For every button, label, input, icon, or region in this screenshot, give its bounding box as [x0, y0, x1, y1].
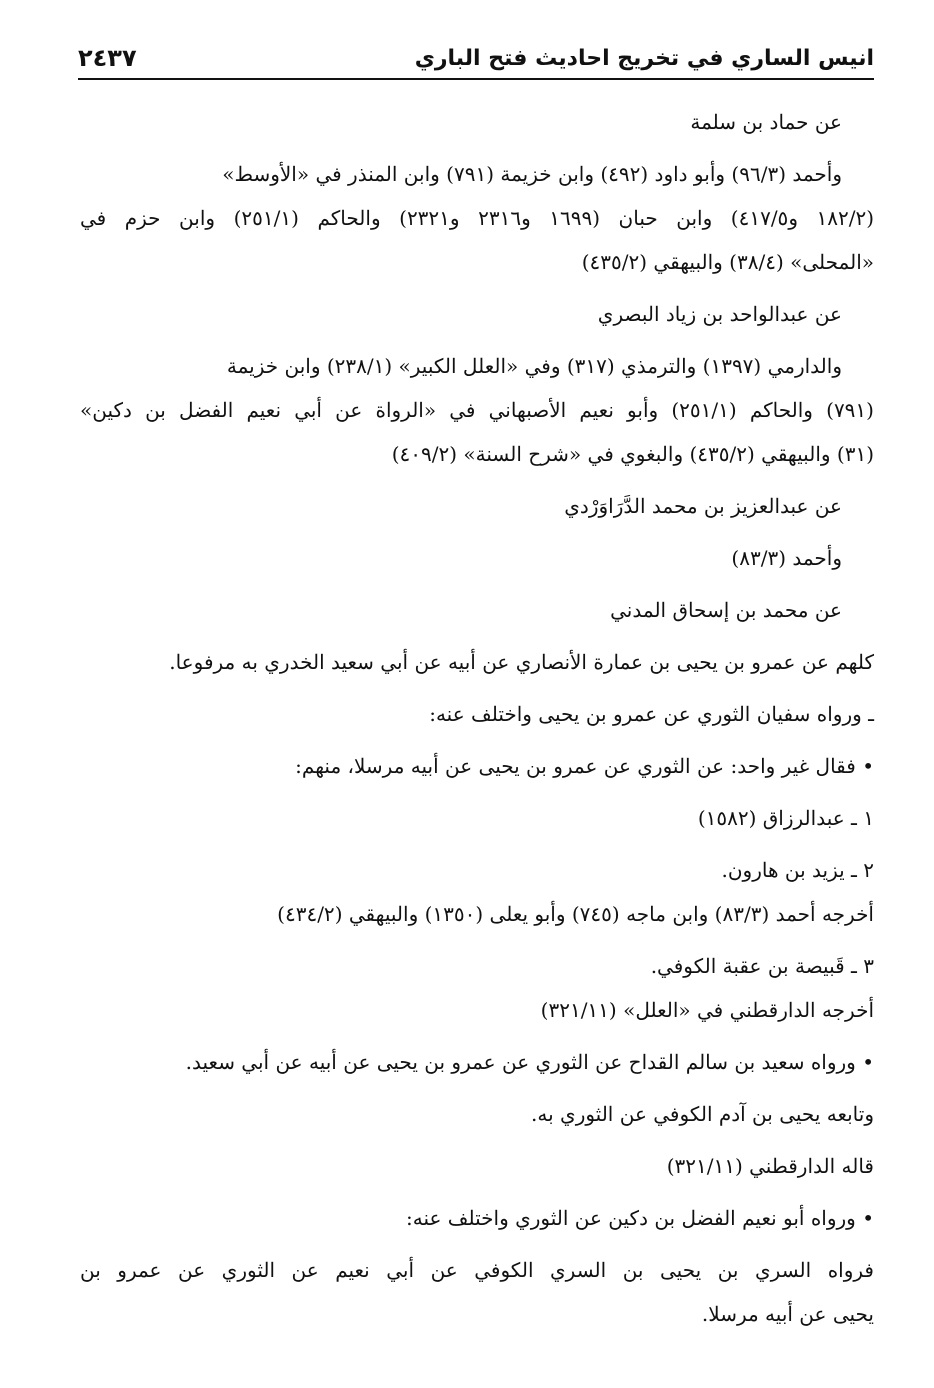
- text-line: • ورواه سعيد بن سالم القداح عن الثوري عن عمرو بن يحيى عن أبيه عن أبي سعيد.: [185, 1050, 874, 1074]
- text-line: وتابعه يحيى بن آدم الكوفي عن الثوري به.: [531, 1102, 874, 1126]
- text-line: عن حماد بن سلمة: [690, 110, 842, 134]
- text-line: وأحمد (٨٣/٣): [731, 546, 842, 570]
- running-title: انيس الساري في تخريج احاديث فتح الباري: [414, 45, 874, 71]
- page-body: [80, 100, 874, 1336]
- page-header: [78, 38, 874, 80]
- text-line: أخرجه الدارقطني في «العلل» (٣٢١/١١): [540, 998, 874, 1022]
- text-line: كلهم عن عمرو بن يحيى بن عمارة الأنصاري عن أبيه عن أبي سعيد الخدري به مرفوعا.: [169, 650, 874, 674]
- text-line: (٧٩١) والحاكم (٢٥١/١) وأبو نعيم الأصبهاني في «الرواة عن أبي نعيم الفضل بن دكين»: [80, 398, 874, 422]
- page-number: ٢٤٣٧: [78, 44, 137, 72]
- text-line: أخرجه أحمد (٨٣/٣) وابن ماجه (٧٤٥) وأبو يعلى (١٣٥٠) والبيهقي (٤٣٤/٢): [277, 902, 874, 926]
- text-line: • ورواه أبو نعيم الفضل بن دكين عن الثوري واختلف عنه:: [406, 1206, 874, 1230]
- text-line: ـ ورواه سفيان الثوري عن عمرو بن يحيى واختلف عنه:: [429, 702, 874, 726]
- list-item: ٣ ـ قَبيصة بن عقبة الكوفي.: [650, 954, 874, 978]
- text-line: وأحمد (٩٦/٣) وأبو داود (٤٩٢) وابن خزيمة (٧٩١) وابن المنذر في «الأوسط»: [222, 162, 842, 186]
- list-item: ١ ـ عبدالرزاق (١٥٨٢): [697, 806, 874, 830]
- text-line: «المحلى» (٣٨/٤) والبيهقي (٤٣٥/٢): [581, 250, 874, 274]
- text-line: قاله الدارقطني (٣٢١/١١): [666, 1154, 874, 1178]
- text-line: عن محمد بن إسحاق المدني: [610, 598, 842, 622]
- text-line: والدارمي (١٣٩٧) والترمذي (٣١٧) وفي «العلل الكبير» (٢٣٨/١) وابن خزيمة: [226, 354, 842, 378]
- text-line: عن عبدالعزيز بن محمد الدَّرَاوَرْدي: [564, 494, 842, 518]
- list-item: ٢ ـ يزيد بن هارون.: [721, 858, 874, 882]
- text-line: (١٨٢/٢ و٤١٧/٥) وابن حبان (١٦٩٩ و٢٣١٦ و٢٣٢١) والحاكم (٢٥١/١) وابن حزم في: [80, 206, 875, 230]
- text-line: • فقال غير واحد: عن الثوري عن عمرو بن يحيى عن أبيه مرسلا، منهم:: [295, 754, 874, 778]
- text-line: (٣١) والبيهقي (٤٣٥/٢) والبغوي في «شرح السنة» (٤٠٩/٢): [391, 442, 874, 466]
- text-line: عن عبدالواحد بن زياد البصري: [597, 302, 842, 326]
- text-line: يحيى عن أبيه مرسلا.: [701, 1302, 874, 1326]
- text-line: فرواه السري بن يحيى بن السري الكوفي عن أبي نعيم عن الثوري عن عمرو بن: [80, 1258, 874, 1282]
